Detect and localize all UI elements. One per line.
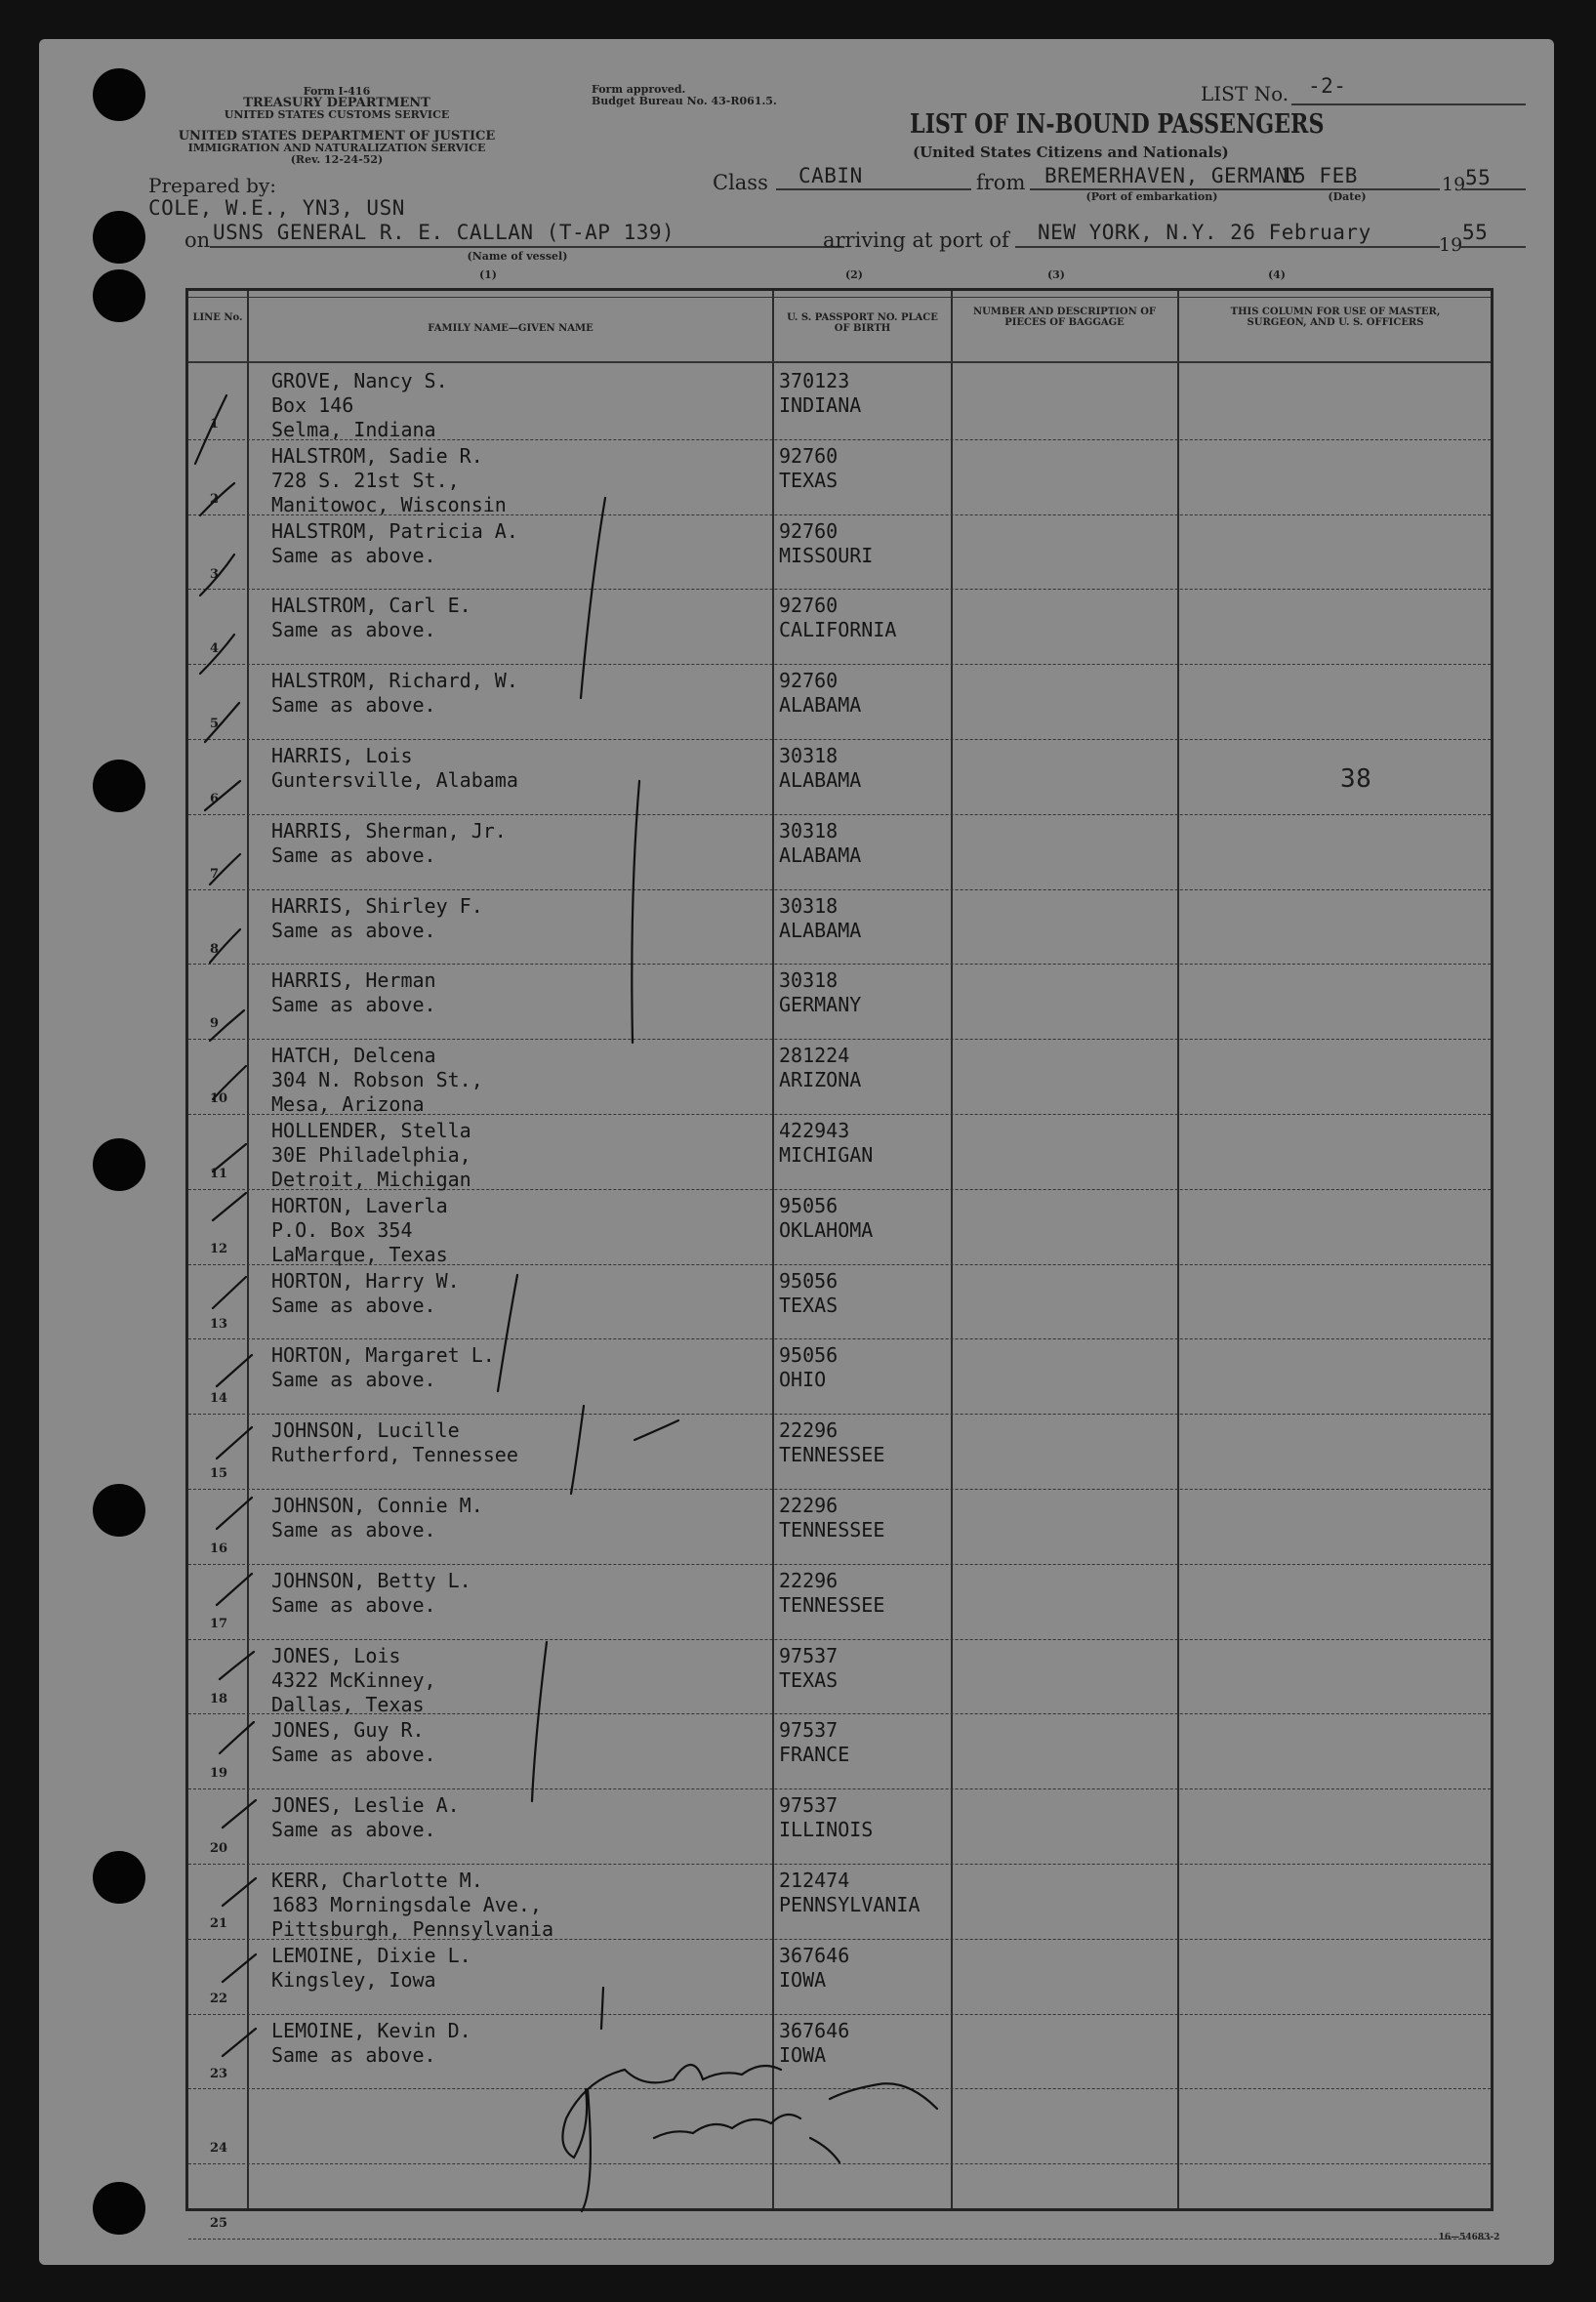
line-number: 8 (210, 941, 220, 957)
prepared-by-value: COLE, W.E., YN3, USN (148, 196, 405, 220)
footer-code: 16—54683-2 (1438, 2233, 1500, 2242)
vessel-caption: (Name of vessel) (467, 250, 568, 263)
passenger-name: HORTON, Laverla P.O. Box 354 LaMarque, Texas (271, 1193, 448, 1266)
class-value: CABIN (798, 164, 863, 187)
line-number: 5 (210, 717, 220, 732)
year-value: 55 (1465, 166, 1492, 189)
passenger-name: JONES, Lois 4322 McKinney, Dallas, Texas (271, 1643, 436, 1716)
check-mark (200, 635, 234, 674)
check-mark (205, 781, 240, 810)
bracket-line (581, 498, 605, 698)
passport-number: 370123 (779, 369, 850, 392)
place-of-birth: ARIZONA (779, 1068, 862, 1092)
port-embarkation-caption: (Port of embarkation) (1085, 190, 1218, 203)
passport-number: 97537 (779, 1718, 839, 1743)
line-number: 25 (210, 2216, 228, 2232)
passenger-name: HALSTROM, Richard, W. Same as above. (271, 669, 518, 718)
col-header-officers: THIS COLUMN FOR USE OF MASTER, SURGEON, AND U. S. OFFICERS (1230, 307, 1441, 328)
form-approved: Form approved. (592, 83, 686, 96)
passport-number: 22296 (779, 1568, 839, 1592)
place-of-birth: PENNSYLVANIA (779, 1893, 921, 1916)
stray-line (634, 1420, 678, 1440)
budget-bureau: Budget Bureau No. 43-R061.5. (592, 95, 777, 107)
passport-number: 95056 (779, 1268, 839, 1293)
from-value: BREMERHAVEN, GERMANY (1044, 164, 1301, 187)
place-of-birth: ALABAMA (779, 918, 862, 942)
line-number: 10 (210, 1091, 228, 1107)
justice-dept: UNITED STATES DEPARTMENT OF JUSTICE (178, 129, 496, 144)
passport-number: 422943 (779, 1119, 850, 1142)
date-caption: (Date) (1328, 190, 1367, 203)
check-mark (223, 2029, 256, 2056)
place-of-birth: ALABAMA (779, 843, 862, 867)
line-number: 20 (210, 1841, 228, 1857)
signature-stroke (830, 2083, 937, 2109)
col-num-2: (2) (844, 268, 864, 281)
check-mark (200, 483, 234, 515)
passport-number: 30318 (779, 893, 839, 918)
passenger-name: HOLLENDER, Stella 30E Philadelphia, Detroit, Michigan (271, 1119, 471, 1191)
place-of-birth: INDIANA (779, 393, 862, 417)
line-number: 15 (210, 1466, 228, 1482)
place-of-birth: TEXAS (779, 1293, 839, 1317)
place-of-birth: TENNESSEE (779, 1592, 885, 1617)
line-number: 11 (210, 1167, 228, 1181)
year-prefix: 19 (1442, 174, 1466, 195)
passenger-name: HARRIS, Lois Guntersville, Alabama (271, 744, 518, 792)
place-of-birth: TEXAS (779, 1667, 839, 1692)
passport-number: 22296 (779, 1494, 839, 1517)
check-mark (217, 1574, 252, 1605)
check-mark (220, 1722, 254, 1753)
bracket-line (532, 1642, 547, 1801)
place-of-birth: TENNESSEE (779, 1443, 885, 1467)
passport-number: 92760 (779, 669, 839, 693)
check-mark (217, 1355, 252, 1386)
check-mark (213, 1066, 246, 1099)
passenger-name: JONES, Guy R. Same as above. (271, 1718, 436, 1767)
bracket-line (571, 1406, 584, 1494)
line-number: 1 (210, 417, 220, 432)
place-of-birth: FRANCE (779, 1743, 850, 1767)
line-number: 17 (210, 1616, 228, 1631)
check-mark (205, 703, 239, 742)
arr-year-prefix: 19 (1439, 234, 1463, 256)
passenger-name: HATCH, Delcena 304 N. Robson St., Mesa, Arizona (271, 1044, 483, 1117)
col-header-name: FAMILY NAME—GIVEN NAME (428, 323, 593, 334)
passenger-name: JOHNSON, Betty L. Same as above. (271, 1568, 471, 1617)
line-number: 24 (210, 2141, 228, 2157)
bracket-line (601, 1988, 603, 2029)
passenger-name: HARRIS, Herman Same as above. (271, 968, 436, 1017)
line-number: 9 (210, 1016, 220, 1032)
passenger-name: JOHNSON, Lucille Rutherford, Tennessee (271, 1418, 518, 1467)
passport-number: 30318 (779, 818, 839, 843)
passport-number: 367646 (779, 2018, 850, 2042)
passport-number: 97537 (779, 1643, 839, 1667)
passenger-name: GROVE, Nancy S. Box 146 Selma, Indiana (271, 369, 448, 441)
date-value: 15 FEB (1281, 164, 1358, 187)
on-label: on (184, 228, 211, 252)
check-mark (200, 555, 234, 596)
check-mark (210, 929, 240, 963)
check-mark (223, 1878, 256, 1906)
passport-number: 22296 (779, 1418, 839, 1443)
passenger-name: HORTON, Harry W. Same as above. (271, 1268, 460, 1317)
passenger-name: LEMOINE, Dixie L. Kingsley, Iowa (271, 1943, 471, 1992)
passport-number: 367646 (779, 1943, 850, 1967)
ins-service: IMMIGRATION AND NATURALIZATION SERVICE (187, 142, 486, 154)
passport-number: 212474 (779, 1869, 850, 1892)
passport-number: 95056 (779, 1193, 839, 1217)
passport-number: 92760 (779, 443, 839, 468)
passport-number: 92760 (779, 594, 839, 618)
place-of-birth: CALIFORNIA (779, 618, 897, 642)
form-subtitle: (United States Citizens and Nationals) (913, 144, 1229, 161)
place-of-birth: OKLAHOMA (779, 1217, 874, 1242)
passenger-name: HARRIS, Shirley F. Same as above. (271, 893, 483, 942)
treasury-dept: TREASURY DEPARTMENT (243, 96, 430, 110)
prepared-by-label: Prepared by: (148, 174, 276, 197)
passenger-name: JONES, Leslie A. Same as above. (271, 1793, 460, 1842)
passenger-name: HALSTROM, Patricia A. Same as above. (271, 518, 518, 567)
customs-service: UNITED STATES CUSTOMS SERVICE (224, 108, 450, 121)
passenger-name: KERR, Charlotte M. 1683 Morningsdale Ave., Pittsburgh, Pennsylvania (271, 1869, 553, 1941)
signature-stroke (562, 2065, 781, 2158)
place-of-birth: IOWA (779, 1967, 827, 1992)
from-label: from (976, 171, 1026, 194)
check-mark (223, 1800, 256, 1828)
form-number: Form I-416 (303, 85, 371, 98)
list-no-value: -2- (1308, 74, 1347, 98)
line-number: 14 (210, 1391, 228, 1407)
line-number: 13 (210, 1316, 228, 1332)
check-mark (223, 1954, 256, 1982)
form-title: LIST OF IN-BOUND PASSENGERS (910, 109, 1325, 140)
vessel-name: USNS GENERAL R. E. CALLAN (T-AP 139) (213, 221, 675, 244)
arrival-value: NEW YORK, N.Y. 26 February (1038, 221, 1371, 244)
passport-number: 30318 (779, 744, 839, 767)
check-mark (217, 1427, 252, 1459)
passenger-name: HALSTROM, Carl E. Same as above. (271, 594, 471, 642)
check-mark (220, 1652, 254, 1679)
line-number: 12 (210, 1241, 228, 1256)
passenger-name: JOHNSON, Connie M. Same as above. (271, 1494, 483, 1542)
place-of-birth: IOWA (779, 2042, 827, 2067)
passenger-name: HALSTROM, Sadie R. 728 S. 21st St., Manitowoc, Wisconsin (271, 443, 507, 516)
line-number: 23 (210, 2066, 228, 2081)
arr-year-value: 55 (1462, 221, 1489, 244)
passport-number: 30318 (779, 968, 839, 993)
passport-number: 95056 (779, 1343, 839, 1368)
check-mark (213, 1277, 246, 1308)
place-of-birth: ALABAMA (779, 693, 862, 718)
passport-number: 92760 (779, 518, 839, 543)
signature-stroke (654, 2115, 800, 2138)
line-number: 3 (210, 566, 220, 582)
place-of-birth: ALABAMA (779, 768, 862, 792)
col-header-line-no: LINE No. (192, 312, 243, 323)
col-num-4: (4) (1267, 268, 1287, 281)
col-num-1: (1) (478, 268, 498, 281)
bracket-line (498, 1275, 517, 1391)
check-mark (210, 854, 240, 884)
col-header-baggage: NUMBER AND DESCRIPTION OF PIECES OF BAGGAGE (972, 307, 1157, 328)
arriving-label: arriving at port of (823, 228, 1009, 252)
line-number: 2 (210, 491, 220, 507)
place-of-birth: GERMANY (779, 993, 862, 1017)
line-number: 18 (210, 1691, 228, 1706)
col-header-passport: U. S. PASSPORT NO. PLACE OF BIRTH (787, 312, 938, 334)
line-number: 7 (210, 866, 220, 882)
passport-number: 97537 (779, 1793, 839, 1818)
passenger-name: LEMOINE, Kevin D. Same as above. (271, 2018, 471, 2067)
line-number: 21 (210, 1916, 228, 1931)
line-number: 6 (210, 792, 220, 806)
place-of-birth: MISSOURI (779, 543, 874, 567)
place-of-birth: ILLINOIS (779, 1818, 874, 1842)
passport-number: 281224 (779, 1044, 850, 1068)
officer-note: 38 (1340, 764, 1372, 794)
col-num-3: (3) (1046, 268, 1066, 281)
revision: (Rev. 12-24-52) (290, 153, 384, 166)
line-number: 22 (210, 1991, 228, 2006)
line-number: 16 (210, 1542, 228, 1556)
list-no-label: LIST No. (1201, 82, 1289, 105)
passenger-name: HARRIS, Sherman, Jr. Same as above. (271, 818, 507, 867)
class-label: Class (713, 171, 768, 194)
line-number: 4 (210, 641, 220, 657)
check-mark (213, 1193, 246, 1220)
place-of-birth: TENNESSEE (779, 1518, 885, 1542)
signature-stroke (810, 2138, 839, 2162)
bracket-line (632, 781, 639, 1043)
check-mark (213, 1144, 246, 1172)
passenger-name: HORTON, Margaret L. Same as above. (271, 1343, 495, 1392)
place-of-birth: MICHIGAN (779, 1143, 874, 1167)
check-mark (210, 1010, 244, 1041)
check-mark (217, 1498, 252, 1529)
line-number: 19 (210, 1766, 228, 1782)
place-of-birth: OHIO (779, 1368, 827, 1392)
place-of-birth: TEXAS (779, 468, 839, 492)
check-mark (195, 395, 226, 464)
